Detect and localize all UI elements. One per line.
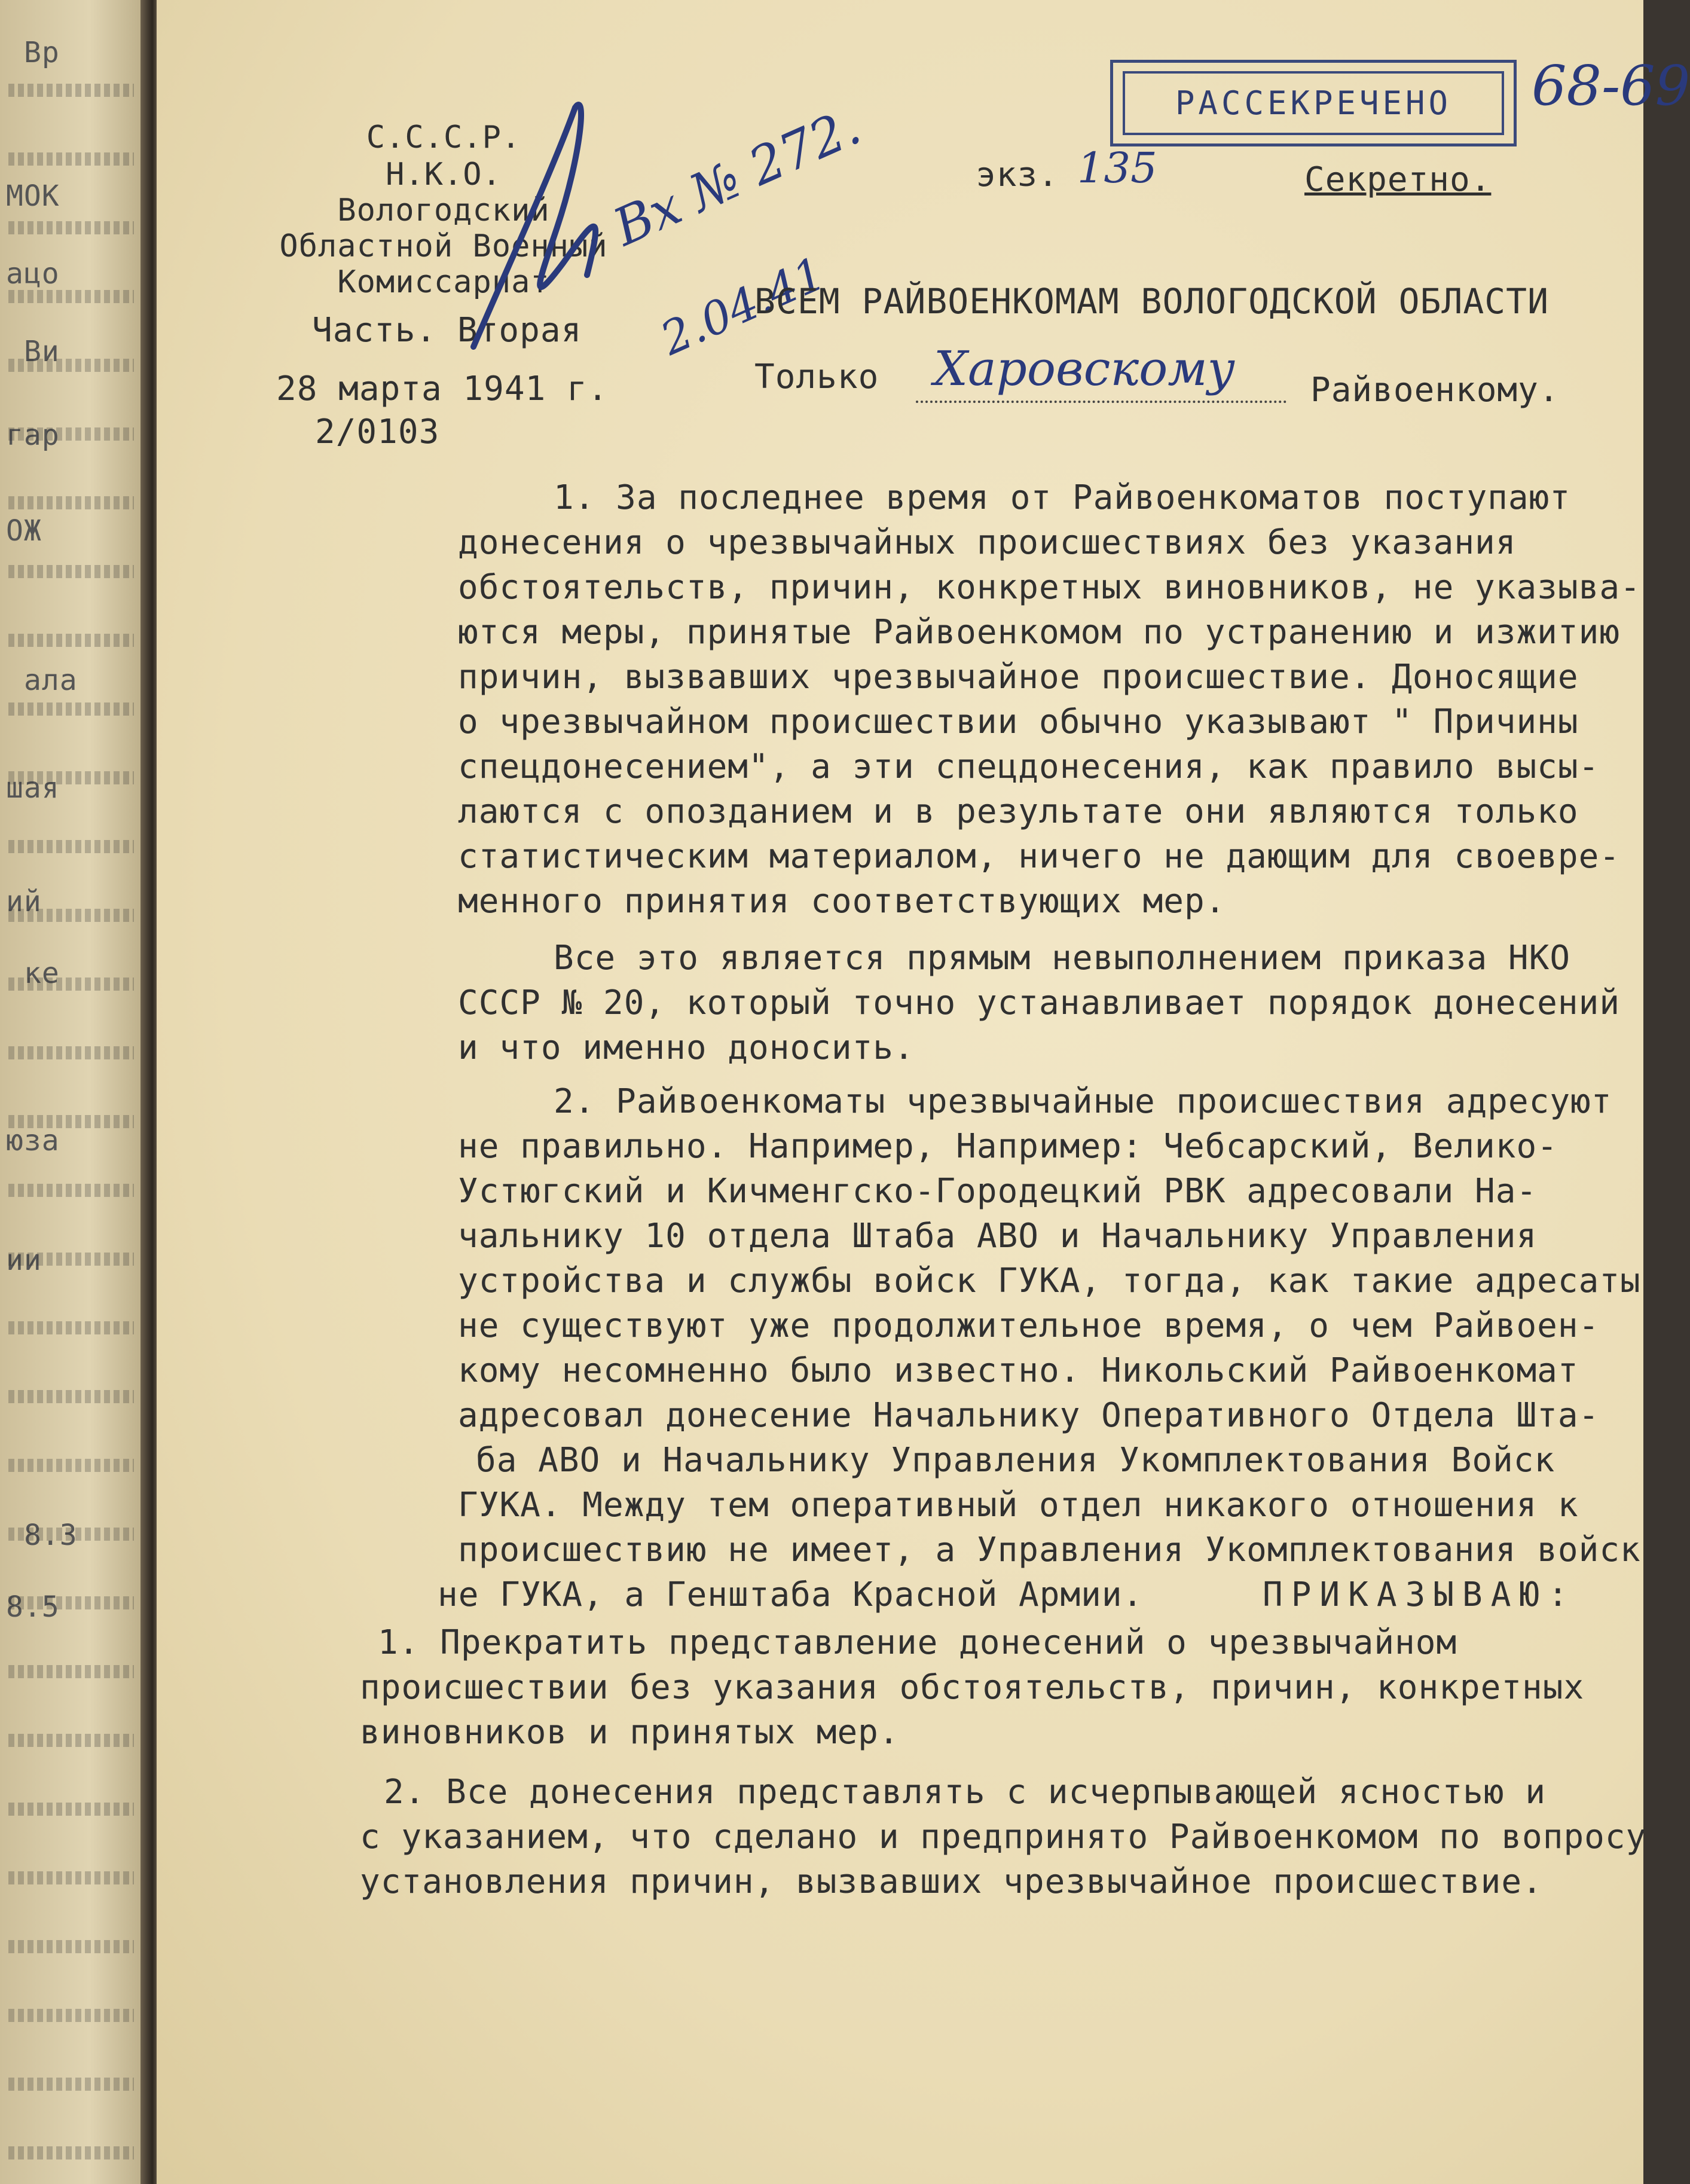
left-page-fragment: юза [6,1124,60,1157]
body-line: виновников и принятых мер. [360,1713,900,1752]
sheet-number: 68-69 [1532,54,1690,118]
left-page-text-blur [8,978,134,991]
body-line: 1. Прекратить представление донесений о чрезвычайном [378,1623,1457,1662]
left-page-fragment: ке [24,957,60,990]
left-page-fragment: Вр [24,36,60,69]
left-page-text-blur [8,1940,134,1953]
only-label: Только [754,358,879,396]
left-page-text-blur [8,1803,134,1816]
left-page-text-blur [8,1596,134,1609]
left-page-text-blur [8,221,134,234]
body-line: установления причин, вызвавших чрезвычайное происшествие. [360,1862,1543,1901]
body-line: 2. Райвоенкоматы чрезвычайные происшествия адресуют [554,1082,1612,1121]
left-page-text-blur [8,2009,134,2022]
body-line: не существуют уже продолжительное время, о чем Райвоен- [458,1306,1600,1345]
left-page-text-blur [8,771,134,784]
addressee-suffix: Райвоенкому. [1310,371,1560,410]
left-page-text-blur [8,1115,134,1128]
left-page-text-blur [8,565,134,578]
addressee-handwritten: Харовскому [934,341,1236,396]
left-page-text-blur [8,634,134,647]
body-line: не ГУКА, а Генштаба Красной Армии. [438,1575,1144,1614]
left-page-text-blur [8,1734,134,1747]
left-page-text-blur [8,2078,134,2091]
header-part: Часть. Вторая [312,311,582,350]
left-page-fragment: Ви [24,335,60,368]
document-page [157,0,1690,2184]
body-line: кому несомненно было известно. Никольский Райвоенкомат [458,1351,1579,1390]
left-page-fragment: ОЖ [6,514,42,548]
body-line: происшествию не имеет, а Управления Укомплектования войск [458,1531,1641,1569]
body-line: 2. Все донесения представлять с исчерпывающей ясностью и [384,1773,1547,1812]
header-line-5: Комиссариат [337,264,550,300]
body-line: с указанием, что сделано и предпринято Райвоенкомом по вопросу [360,1818,1647,1856]
left-page-text-blur [8,1528,134,1541]
body-line: устройства и службы войск ГУКА, тогда, как такие адресаты [458,1261,1641,1300]
left-page-fragment: МОК [6,179,60,213]
addressee: ВСЕМ РАЙВОЕНКОМАМ ВОЛОГОДСКОЙ ОБЛАСТИ [754,281,1550,322]
left-page-fragment: ацо [6,257,60,291]
body-line: и что именно доносить. [458,1028,915,1067]
left-page-text-blur [8,702,134,716]
body-line: адресовал донесение Начальнику Оперативного Отдела Шта- [458,1396,1600,1435]
left-page-text-blur [8,1459,134,1472]
left-page-edge [0,0,149,2184]
header-line-2: Н.К.О. [386,157,502,193]
header-line-1: С.С.С.Р. [366,120,521,155]
body-line: обстоятельств, причин, конкретных виновников, не указыва- [458,568,1641,607]
left-page-fragment: 8.3 [24,1519,78,1552]
order-heading: ПРИКАЗЫВАЮ: [1263,1575,1576,1614]
body-line: СССР № 20, который точно устанавливает порядок донесений [458,983,1621,1022]
body-line: менного принятия соответствующих мер. [458,882,1226,921]
left-page-text-blur [8,2146,134,2159]
body-line: ГУКА. Между тем оперативный отдел никакого отношения к [458,1486,1579,1525]
header-date: 28 марта 1941 г. [276,369,609,408]
left-page-text-blur [8,84,134,97]
body-line: донесения о чрезвычайных происшествиях без указания [458,523,1517,562]
body-line: статистическим материалом, ничего не дающим для своевре- [458,837,1621,876]
incoming-date: 2.04.41 [653,246,833,366]
signature-icon [438,84,617,395]
body-line: не правильно. Например, Например: Чебсарский, Велико- [458,1127,1558,1166]
secrecy-mark: Секретно. [1304,160,1492,199]
header-line-4: Областной Военный [279,228,608,264]
header-line-3: Вологодский [337,193,550,228]
left-page-text-blur [8,909,134,922]
declassified-stamp [1110,60,1517,146]
left-page-fragment: 8.5 [6,1590,60,1624]
header-number: 2/0103 [315,413,440,451]
body-line: 1. За последнее время от Райвоенкоматов поступают [554,478,1571,517]
body-line: чальнику 10 отдела Штаба АВО и Начальнику Управления [458,1217,1538,1256]
left-page-fragment: ий [6,885,42,918]
left-page-text-blur [8,1253,134,1266]
left-page-text-blur [8,290,134,303]
body-line: спецдонесением", а эти спецдонесения, как правило высы- [458,747,1600,786]
left-page-fragment: ии [6,1244,42,1277]
addressee-fill-line [916,401,1286,403]
left-page-text-blur [8,1184,134,1197]
body-line: о чрезвычайном происшествии обычно указывают " Причины [458,702,1579,741]
left-page-text-blur [8,496,134,509]
body-line: ба АВО и Начальнику Управления Укомплектования Войск [476,1441,1555,1480]
left-page-text-blur [8,1321,134,1334]
body-line: происшествии без указания обстоятельств, причин, конкретных [360,1668,1585,1707]
left-page-text-blur [8,359,134,372]
incoming-number: Вх № 272. [605,96,869,258]
left-page-fragment: шая [6,771,60,805]
copy-label: экз. [976,155,1059,194]
left-page-text-blur [8,152,134,166]
left-page-text-blur [8,1046,134,1059]
body-line: Все это является прямым невыполнением приказа НКО [554,939,1571,978]
body-line: лаются с опозданием и в результате они являются только [458,792,1579,831]
body-line: ются меры, принятые Райвоенкомом по устранению и изжитию [458,613,1621,652]
left-page-fragment: ала [24,664,78,697]
left-page-text-blur [8,1390,134,1403]
left-page-text-blur [8,1665,134,1678]
stamp-text: РАССЕКРЕЧЕНО [1175,84,1452,122]
left-page-text-blur [8,1871,134,1884]
left-page-fragment: гар [6,419,60,452]
left-page-text-blur [8,840,134,853]
body-line: Устюгский и Кичменгско-Городецкий РВК адресовали На- [458,1172,1538,1211]
body-line: причин, вызвавших чрезвычайное происшествие. Доносящие [458,658,1579,697]
left-page-text-blur [8,427,134,441]
copy-number: 135 [1077,143,1157,193]
